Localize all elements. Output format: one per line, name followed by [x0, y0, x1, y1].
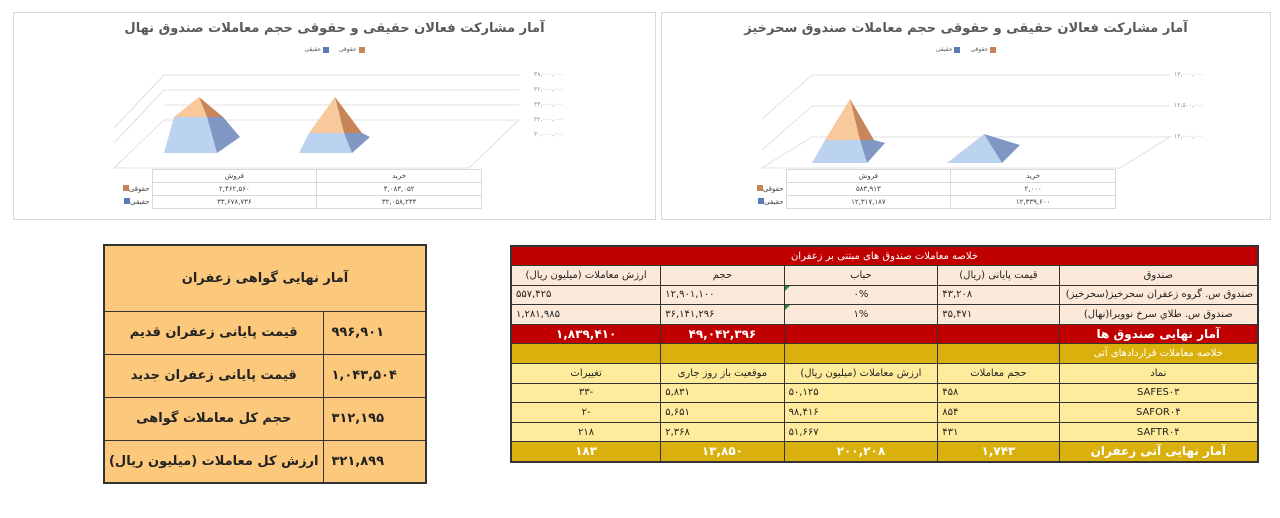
table-row: SAFTR۰۴ ۴۳۱ ۵۱,۶۶۷ ۲,۳۶۸ ۲۱۸ — [511, 422, 1258, 442]
legend-item-individual: حقیقی — [304, 46, 329, 53]
table-header-row: صندوق قیمت پایانی (ریال) حباب حجم ارزش معاملات (میلیون ریال) — [511, 266, 1258, 286]
chart-data-table: فروش خرید حقوقی ۵۸۳,۹۱۳ ۲,۰۰۰ حقیقی ۱۲,۳۱۷,۱۸۷ ۱۲,۳۳۹,۶۰۰ — [746, 169, 1116, 209]
certificate-stats-table — [103, 244, 427, 484]
table-row: SAFOR۰۴ ۸۵۴ ۹۸,۴۱۶ ۵,۶۵۱ -۲ — [511, 403, 1258, 423]
futures-summary-title: خلاصه معاملات قراردادهای آتی — [1059, 344, 1258, 364]
table-row: قیمت پایانی زعفران جدید ۱,۰۴۳,۵۰۴ — [104, 354, 426, 397]
funds-futures-summary-table — [510, 245, 1259, 463]
funds-summary-title: خلاصه معاملات صندوق های مبتنی بر زعفران — [511, 246, 1258, 266]
legend-item-legal: حقوقی — [339, 46, 365, 53]
table-row: صندوق س. گروه زعفران سحرخیز(سحرخیز) ۴۳,۲۰۸ ۰% ۱۲,۹۰۱,۱۰۰ ۵۵۷,۴۲۵ — [511, 285, 1258, 305]
table-row: SAFES۰۳ ۴۵۸ ۵۰,۱۲۵ ۵,۸۳۱ -۳۳ — [511, 383, 1258, 403]
chart-title: آمار مشارکت فعالان حقیقی و حقوقی حجم معاملات صندوق نهال — [124, 21, 545, 36]
table-row: حجم کل معاملات گواهی ۳۱۲,۱۹۵ — [104, 397, 426, 440]
legend-item-legal: حقوقی — [970, 46, 996, 53]
certificate-stats-title: آمار نهایی گواهی زعفران — [104, 245, 426, 311]
chart-nahal: آمار مشارکت فعالان حقیقی و حقوقی حجم معاملات صندوق نهال حقوقی حقیقی ۳۸,۰۰۰,۰۰۰ ۳۶,۰۰۰,۰۰۰ ۳۴,۰۰۰,۰۰۰ ۳۲,۰۰۰,۰۰۰ ۳۰,۰۰۰,۰۰۰ فروش خرید حقوقی ۲,۴۶۲,۵۶۰ ۴,۰۸۳,۰۵۲ حقیقی ۳۳,۶۷۸,۷۳۶ ۳۲,۰۵۸,۲۴۴ — [13, 12, 656, 220]
futures-total-row: آمار نهایی آتی زعفران ۱,۷۴۳ ۲۰۰,۲۰۸ ۱۳,۸۵۰ ۱۸۳ — [511, 442, 1258, 462]
table-row: قیمت پایانی زعفران قدیم ۹۹۶,۹۰۱ — [104, 311, 426, 354]
chart-saharkhiz: آمار مشارکت فعالان حقیقی و حقوقی حجم معاملات صندوق سحرخیز حقوقی حقیقی ۱۳,۰۰۰,۰۰۰ ۱۲,۵۰۰,۰۰۰ ۱۲,۰۰۰,۰۰۰ فروش خرید حقوقی ۵۸۳,۹۱۳ ۲,۰۰۰ حقیقی ۱۲,۳۱۷,۱۸۷ ۱۲,۳۳۹,۶۰۰ — [661, 12, 1271, 220]
table-header-row: نماد حجم معاملات ارزش معاملات (میلیون ریال) موقعیت باز روز جاری تغییرات — [511, 364, 1258, 384]
chart-title: آمار مشارکت فعالان حقیقی و حقوقی حجم معاملات صندوق سحرخیز — [744, 21, 1188, 36]
chart-data-table: فروش خرید حقوقی ۲,۴۶۲,۵۶۰ ۴,۰۸۳,۰۵۲ حقیقی ۳۳,۶۷۸,۷۳۶ ۳۲,۰۵۸,۲۴۴ — [102, 169, 482, 209]
legend-item-individual: حقیقی — [936, 46, 961, 53]
table-row: ارزش کل معاملات (میلیون ریال) ۳۲۱,۸۹۹ — [104, 440, 426, 483]
funds-total-row: آمار نهایی صندوق ها ۴۹,۰۴۲,۳۹۶ ۱,۸۳۹,۴۱۰ — [511, 324, 1258, 344]
table-row: صندوق س. طلاي سرخ نوويرا(نهال) ۳۵,۴۷۱ ۱% ۳۶,۱۴۱,۲۹۶ ۱,۲۸۱,۹۸۵ — [511, 305, 1258, 325]
